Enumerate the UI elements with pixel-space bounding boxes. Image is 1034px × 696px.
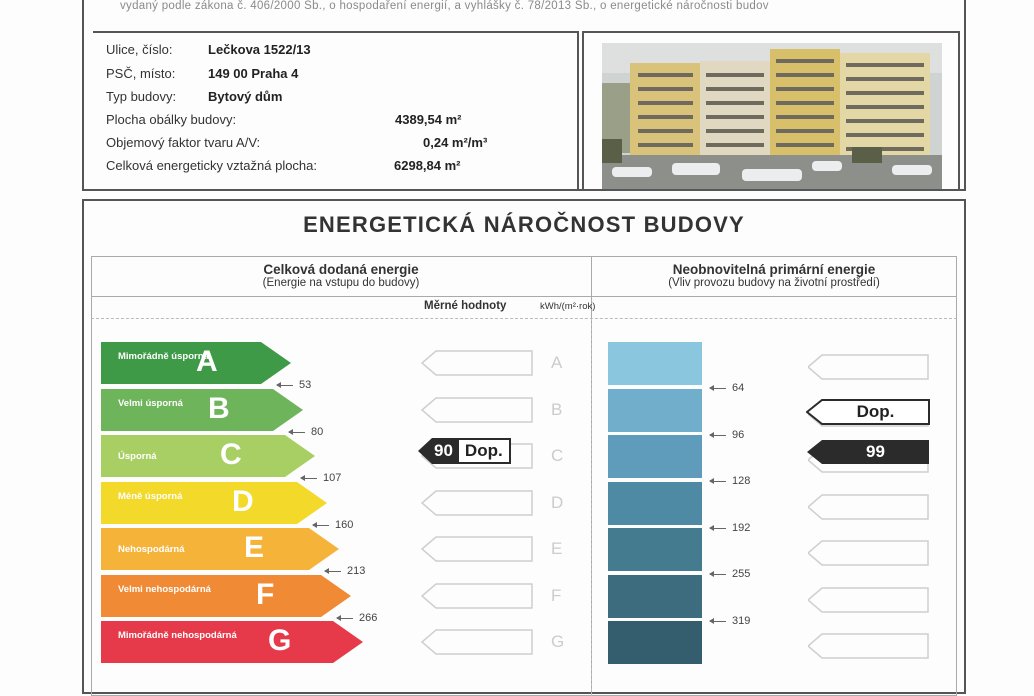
threshold-value: 160 (335, 519, 354, 531)
threshold-value: 107 (323, 472, 342, 484)
ghost-letter: C (551, 446, 564, 465)
current-rating-left (418, 438, 511, 464)
threshold-right (710, 615, 750, 627)
primary-energy-bar-c (608, 435, 702, 478)
left-column-subheader: (Energie na vstupu do budovy) (262, 277, 420, 289)
threshold-arrow (313, 525, 329, 526)
ghost-letter: A (551, 353, 563, 372)
class-label: Mimořádně nehospodárná (118, 630, 237, 641)
primary-energy-bar-f (608, 575, 702, 618)
current-value-right: 99 (866, 442, 885, 461)
class-arrow-f (101, 575, 351, 617)
threshold-arrow (301, 478, 317, 479)
threshold-arrow (710, 481, 726, 482)
ghost-pointer-e (422, 536, 534, 562)
class-arrow-g (101, 621, 363, 663)
primary-energy-bar-d (608, 482, 702, 525)
threshold-value: 96 (732, 429, 745, 441)
current-value: 90 (434, 441, 453, 460)
right-column-subheader: (Vliv provozu budovy na životní prostředí) (668, 277, 880, 289)
arrow-tip (333, 621, 363, 663)
shape-factor-value: 0,24 m²/m³ (423, 135, 488, 150)
threshold-right (710, 429, 744, 441)
class-letter: E (244, 531, 265, 564)
threshold-value: 319 (732, 615, 751, 627)
building-photo-frame (582, 31, 960, 191)
ghost-pointer-f (422, 583, 534, 609)
right-pointer-d (808, 494, 928, 520)
threshold-right (710, 522, 750, 534)
ghost-pointer-a (422, 350, 534, 376)
shape-factor-row: Objemový faktor tvaru A/V: 0,24 m²/m³ (106, 135, 488, 150)
arrow-tip (285, 435, 315, 477)
threshold-arrow (289, 432, 305, 433)
header-divider (91, 296, 957, 297)
threshold-arrow (325, 571, 341, 572)
threshold-value: 192 (732, 522, 751, 534)
primary-energy-bar-e (608, 528, 702, 571)
required-label: Dop. (856, 402, 895, 421)
right-pointer-f (808, 587, 928, 613)
class-label: Úsporná (118, 451, 157, 462)
address-row: Ulice, číslo: Lečkova 1522/13 (106, 42, 311, 57)
ghost-pointer-b (422, 397, 534, 423)
class-letter: F (256, 578, 275, 611)
arrow-tip (321, 575, 351, 617)
primary-energy-bar-b (608, 389, 702, 432)
column-dotted-divider (591, 318, 592, 696)
threshold-arrow (710, 435, 726, 436)
building-type-row: Typ budovy: Bytový dům (106, 89, 283, 104)
threshold-arrow (710, 388, 726, 389)
right-pointer-g (808, 633, 928, 659)
recommended-label: Dop. (457, 438, 511, 464)
page-title: ENERGETICKÁ NÁROČNOST BUDOVY (303, 212, 745, 237)
threshold-value: 64 (732, 382, 745, 394)
class-arrow-b (101, 389, 303, 431)
threshold-value: 266 (359, 612, 378, 624)
ghost-letter: E (551, 539, 563, 558)
class-arrow-e (101, 528, 339, 570)
threshold-value: 80 (311, 426, 324, 438)
threshold-right (710, 568, 750, 580)
primary-energy-bar-g (608, 621, 702, 664)
ghost-letter: B (551, 400, 563, 419)
class-arrow-d (101, 482, 327, 524)
class-letter: A (196, 345, 218, 378)
right-pointer-a (808, 354, 928, 380)
threshold-arrow (277, 385, 293, 386)
arrow-tip (309, 528, 339, 570)
class-letter: D (232, 485, 254, 518)
building-type-value: Bytový dům (208, 89, 283, 104)
ghost-letter: D (551, 493, 564, 512)
left-column-header: Celková dodaná energie (263, 262, 419, 277)
threshold-arrow (710, 528, 726, 529)
threshold-value: 53 (299, 379, 312, 391)
class-letter: C (220, 438, 242, 471)
envelope-area-value: 4389,54 m² (395, 112, 462, 127)
postal-value: 149 00 Praha 4 (208, 66, 299, 81)
arrow-tip (273, 389, 303, 431)
threshold-arrow (710, 574, 726, 575)
pointer-box (432, 438, 511, 464)
units: kWh/(m²·rok) (540, 301, 596, 312)
floor-area-value: 6298,84 m² (394, 158, 461, 173)
threshold-right (710, 475, 750, 487)
envelope-area-row: Plocha obálky budovy: 4389,54 m² (106, 112, 462, 127)
class-letter: G (268, 624, 292, 657)
arrow-tip (261, 342, 291, 384)
ghost-letter: G (551, 632, 565, 651)
threshold-value: 128 (732, 475, 751, 487)
right-pointer-e (808, 540, 928, 566)
current-rating-right (806, 439, 932, 465)
address-value: Lečkova 1522/13 (208, 42, 311, 57)
floor-area-row: Celková energeticky vztažná plocha: 6298,84 m² (106, 158, 461, 173)
class-label: Velmi úsporná (118, 398, 183, 409)
required-rating-right (806, 399, 932, 425)
pointer-head (418, 438, 432, 464)
postal-row: PSČ, místo: 149 00 Praha 4 (106, 66, 299, 81)
threshold-arrow (337, 618, 353, 619)
threshold-value: 213 (347, 565, 366, 577)
units-label: Měrné hodnoty (424, 300, 507, 312)
threshold-arrow (710, 621, 726, 622)
primary-energy-bar-a (608, 342, 702, 385)
apartment-building-photo (602, 43, 976, 199)
right-column-header: Neobnovitelná primární energie (672, 262, 876, 277)
class-label: Nehospodárná (118, 544, 185, 555)
threshold-right (710, 382, 744, 394)
ghost-letter: F (551, 586, 562, 605)
class-arrow-c (101, 435, 315, 477)
arrow-tip (297, 482, 327, 524)
class-label: Velmi nehospodárná (118, 584, 211, 595)
threshold-value: 255 (732, 568, 751, 580)
class-label: Méně úsporná (118, 491, 183, 502)
ghost-pointer-g (422, 629, 534, 655)
class-label: Mimořádně úsporná (118, 351, 209, 362)
units-divider (91, 318, 957, 319)
ghost-pointer-d (422, 490, 534, 516)
law-reference: vydaný podle zákona č. 406/2000 Sb., o hospodaření energií, a vyhlášky č. 78/2013 Sb., o energetické náročnosti budov (120, 0, 769, 12)
class-arrow-a (101, 342, 291, 384)
class-letter: B (208, 392, 230, 425)
